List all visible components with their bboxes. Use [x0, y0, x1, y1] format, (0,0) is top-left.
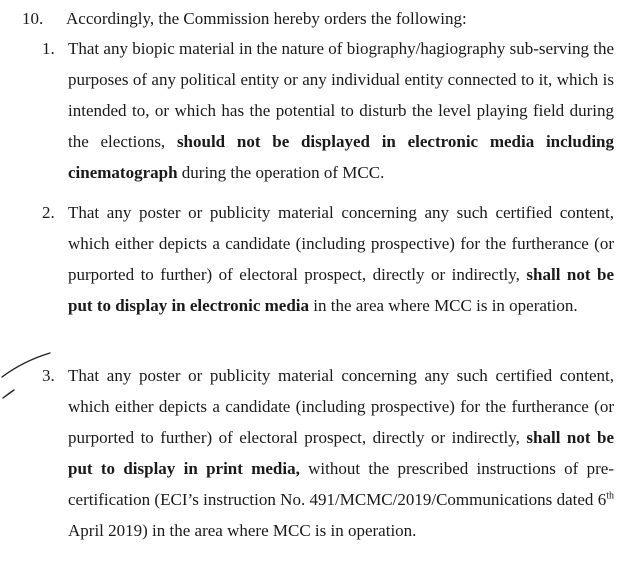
- item-text-part: April 2019) in the area where MCC is in operation.: [68, 521, 417, 540]
- paragraph-number: 10.: [22, 9, 44, 28]
- list-item: [42, 197, 614, 321]
- list-item-text: [68, 197, 614, 321]
- paragraph-heading: [22, 7, 467, 31]
- item-bold-text: shall not be put to display in print media,: [68, 428, 614, 478]
- list-item-number: 2.: [42, 203, 55, 222]
- item-bold-text: shall not be put to display in electronic media: [68, 265, 614, 315]
- paragraph-intro: Accordingly, the Commission hereby orders the following:: [66, 9, 467, 28]
- item-text-part: during the operation of MCC.: [177, 163, 385, 182]
- item-bold-text: should not be displayed in electronic media including cinematograph: [68, 132, 614, 182]
- ordinal-superscript: th: [606, 490, 614, 502]
- list-item-number: 3.: [42, 366, 55, 385]
- list-item-number: 1.: [42, 39, 55, 58]
- handwritten-margin-mark: [0, 340, 60, 410]
- item-text-part: without the prescribed instructions of pre-certification (ECI’s instruction No. 491/MCMC/2019/Communications dated 6: [68, 459, 614, 509]
- list-item: [42, 33, 614, 188]
- item-text-part: That any poster or publicity material concerning any such certified content, which either depicts a candidate (including prospective) for the furtherance (or purported to further) of electoral prospect, directly or indirectly,: [68, 366, 614, 447]
- item-text-part: That any poster or publicity material concerning any such certified content, which either depicts a candidate (including prospective) for the furtherance (or purported to further) of electoral prospect, directly or indirectly,: [68, 203, 614, 284]
- list-item-text: [68, 33, 614, 188]
- item-text-part: in the area where MCC is in operation.: [309, 296, 578, 315]
- list-item-text: [68, 360, 614, 546]
- list-item: [42, 360, 614, 546]
- item-text-part: That any biopic material in the nature of biography/hagiography sub-serving the purposes of any political entity or any individual entity connected to it, which is intended to, or which has the potential to disturb the level playing field during the elections,: [68, 39, 614, 151]
